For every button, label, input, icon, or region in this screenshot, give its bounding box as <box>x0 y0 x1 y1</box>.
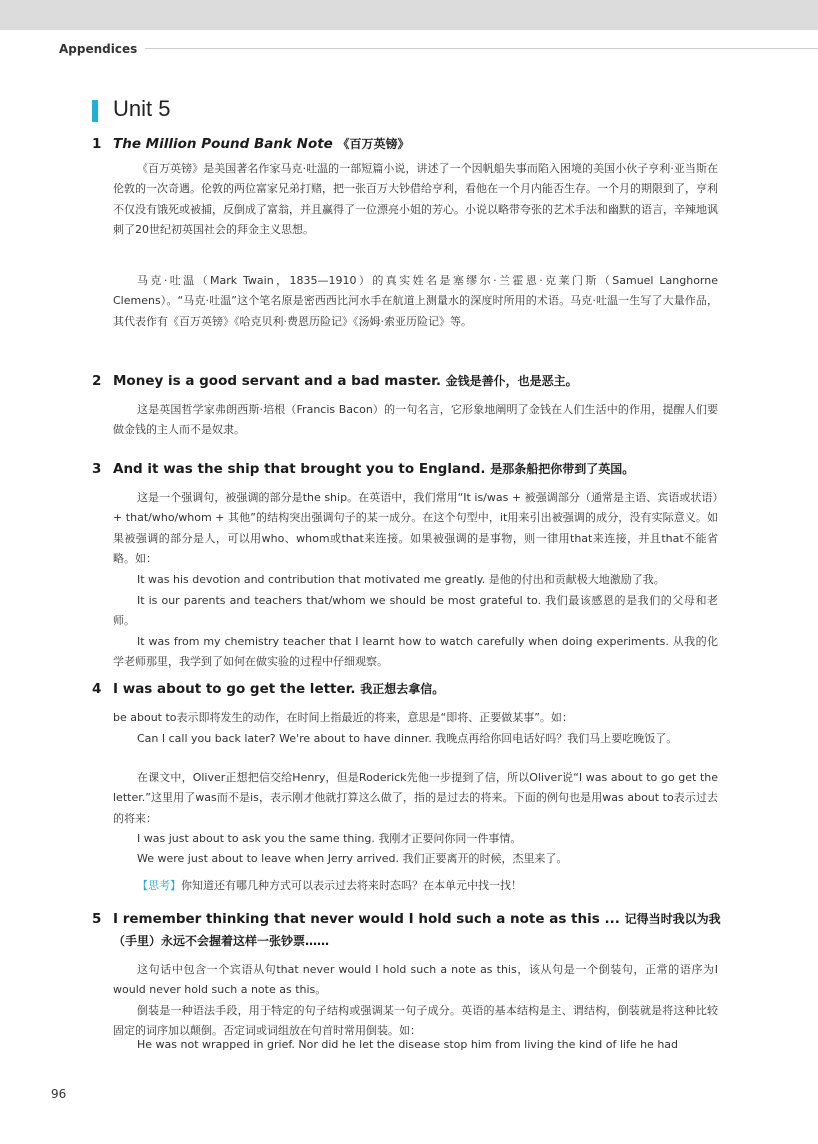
section-4-heading <box>92 680 444 697</box>
section-5-paragraph-2: 倒装是一种语法手段，用于特定的句子结构或强调某一句子成分。英语的基本结构是主、谓结构，倒装就是将这种比较固定的词序加以颠倒。否定词或词组放在句首时常用倒装。如： <box>113 1004 718 1038</box>
section-number: 5 <box>92 911 102 927</box>
section-number: 1 <box>92 136 102 152</box>
section-title-en: And it was the ship that brought you to England. <box>113 461 486 477</box>
section-number: 4 <box>92 681 102 697</box>
section-1-paragraph-1: 《百万英镑》是美国著名作家马克·吐温的一部短篇小说，讲述了一个因帆船失事而陷入困境的美国小伙子亨利·亚当斯在伦敦的一次奇遇。伦敦的两位富家兄弟打赌，把一张百万大钞借给亨利，看他在一个月内能否生存。一个月的期限到了，亨利不仅没有饿死或被捕，反倒成了富翁，并且赢得了一位漂亮小姐的芳心。小说以略带夸张的艺术手法和幽默的语言，辛辣地讽刺了20世纪初英国社会的拜金主义思想。 <box>113 162 718 237</box>
section-3-example-1: It was his devotion and contribution that motivated me greatly. 是他的付出和贡献极大地激励了我。 <box>137 573 665 586</box>
section-title-zh: 金钱是善仆，也是恶主。 <box>445 374 578 388</box>
section-title-en: I was about to go get the letter. <box>113 681 356 697</box>
running-head: Appendices <box>59 42 138 56</box>
section-title-zh: 我正想去拿信。 <box>360 682 445 696</box>
section-2-heading <box>92 372 578 389</box>
section-number: 2 <box>92 373 102 389</box>
unit-accent-bar <box>92 100 98 122</box>
section-title-zh: 是那条船把你带到了英国。 <box>490 462 635 476</box>
think-text: 你知道还有哪几种方式可以表示过去将来时态吗？在本单元中找一找！ <box>181 879 522 892</box>
section-number: 3 <box>92 461 102 477</box>
section-1-paragraph-2: 马克·吐温（Mark Twain，1835—1910）的真实姓名是塞缪尔·兰霍恩·克莱门斯（Samuel Langhorne Clemens）。“马克·吐温”这个笔名原是密西西比河水手在航道上测量水的深度时所用的术语。马克·吐温一生写了大量作品，其代表作有《百万英镑》《哈克贝利·费恩历险记》《汤姆·索亚历险记》等。 <box>113 274 718 328</box>
section-title-zh: 《百万英镑》 <box>337 137 410 151</box>
section-4-example-3: We were just about to leave when Jerry arrived. 我们正要离开的时候，杰里来了。 <box>137 852 568 865</box>
think-prompt <box>137 876 522 896</box>
section-5-heading-line-2: （手里）永远不会握着这样一张钞票…… <box>113 934 330 948</box>
section-5-heading <box>92 910 721 927</box>
section-title-en: I remember thinking that never would I hold such a note as this ... <box>113 911 620 927</box>
section-1-heading <box>92 135 410 152</box>
section-5-example-1: He was not wrapped in grief. Nor did he let the disease stop him from living the kind of life he had <box>137 1038 679 1051</box>
think-tag: 【思考】 <box>137 879 181 892</box>
section-4-paragraph-1: be about to表示即将发生的动作，在时间上指最近的将来，意思是“即将、正要做某事”。如： <box>113 711 573 724</box>
page-number: 96 <box>51 1087 67 1101</box>
top-band <box>0 0 818 30</box>
header-rule <box>145 48 818 49</box>
section-3-heading <box>92 460 634 477</box>
section-title-zh: 记得当时我以为我 <box>624 912 721 926</box>
section-4-example-1: Can I call you back later? We're about to have dinner. 我晚点再给你回电话好吗？我们马上要吃晚饭了。 <box>137 732 678 745</box>
section-4-paragraph-2: 在课文中，Oliver正想把信交给Henry，但是Roderick先他一步提到了信，所以Oliver说“I was about to go get the letter.”这里用了was而不是is，表示刚才他就打算这么做了，指的是过去的将来。下面的例句也是用was about to表示过去的将来： <box>113 771 718 825</box>
section-5-paragraph-1: 这句话中包含一个宾语从句that never would I hold such a note as this，该从句是一个倒装句，正常的语序为I would never hold such a note as this。 <box>113 963 718 997</box>
unit-title: Unit 5 <box>113 96 171 121</box>
section-3-paragraph: 这是一个强调句，被强调的部分是the ship。在英语中，我们常用“It is/was + 被强调部分（通常是主语、宾语或状语）+ that/who/whom + 其他”的结构突出强调句子的某一成分。在这个句型中，it用来引出被强调的成分，没有实际意义。如果被强调的部分是人，可以用who、whom或that来连接。如果被强调的是事物，则一律用that来连接，并且that不能省略。如： <box>113 491 718 566</box>
section-3-example-2: It is our parents and teachers that/whom we should be most grateful to. 我们最该感恩的是我们的父母和老师。 <box>113 594 718 628</box>
section-title-en: Money is a good servant and a bad master. <box>113 373 441 389</box>
section-3-example-3: It was from my chemistry teacher that I learnt how to watch carefully when doing experiments. 从我的化学老师那里，我学到了如何在做实验的过程中仔细观察。 <box>113 635 718 669</box>
section-4-example-2: I was just about to ask you the same thing. 我刚才正要问你同一件事情。 <box>137 832 522 845</box>
section-title-en: The Million Pound Bank Note <box>113 136 333 152</box>
section-2-paragraph: 这是英国哲学家弗朗西斯·培根（Francis Bacon）的一句名言，它形象地阐明了金钱在人们生活中的作用，提醒人们要做金钱的主人而不是奴隶。 <box>113 403 718 437</box>
